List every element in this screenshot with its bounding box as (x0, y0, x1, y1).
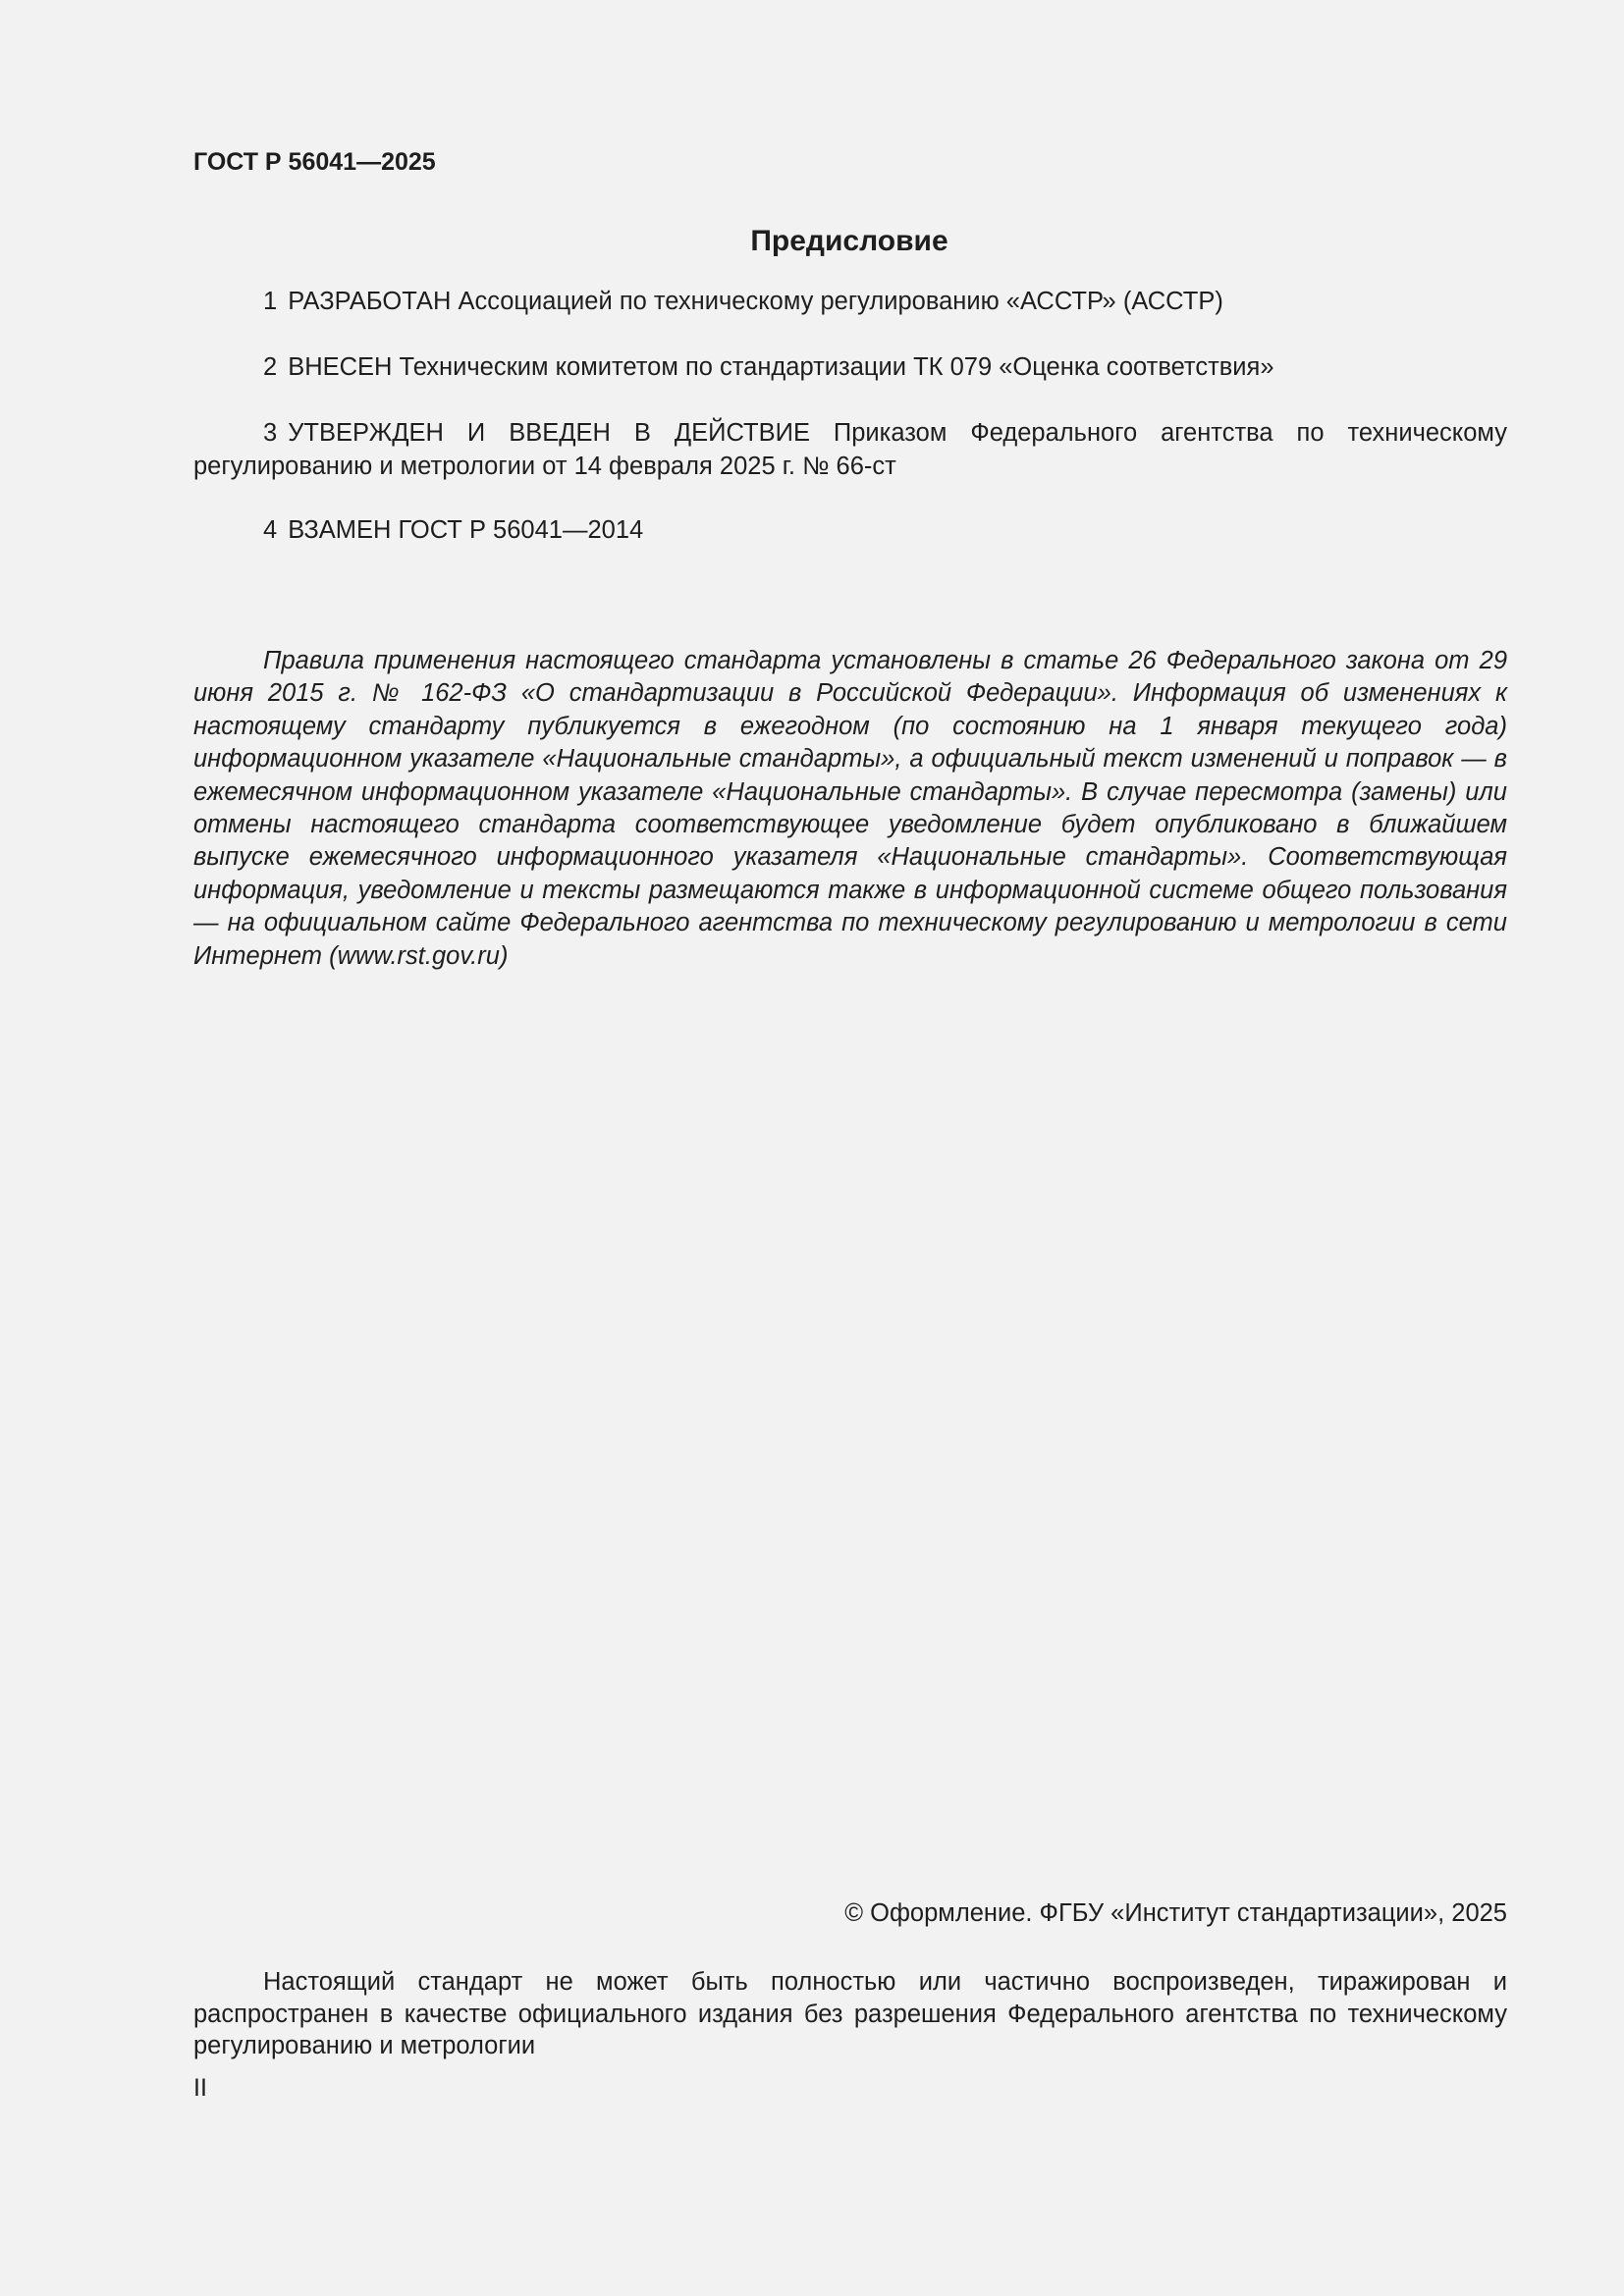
item-number: 1 (263, 288, 278, 315)
item-text: УТВЕРЖДЕН И ВВЕДЕН В ДЕЙСТВИЕ Приказом Федерального агентства по техническому регулированию и метрологии от 14 февраля 2025 г. № 66-ст (193, 419, 1507, 480)
reproduction-notice: Настоящий стандарт не может быть полностью или частично воспроизведен, тиражирован и распространен в качестве официального издания без разрешения Федерального агентства по техническому регулированию и метрологии (193, 1968, 1507, 2059)
page-title: Предисловие (750, 225, 948, 257)
item-number: 4 (263, 516, 278, 544)
document-code: ГОСТ Р 56041—2025 (193, 148, 436, 176)
item-number: 3 (263, 419, 278, 447)
preface-item-2 (193, 351, 1507, 385)
preface-item-1 (193, 286, 1507, 319)
item-text: ВЗАМЕН ГОСТ Р 56041—2014 (288, 516, 644, 544)
preface-item-4 (193, 514, 1507, 548)
legal-note: Правила применения настоящего стандарта установлены в статье 26 Федерального закона от 29 июня 2015 г. № 162-ФЗ «О стандартизации в Российской Федерации». Информация об изменениях к настоящему стандарту публикуется в ежегодном (по состоянию на 1 января текущего года) информационном указателе «Национальные стандарты», а официальный текст изменений и поправок — в ежемесячном информационном указателе «Национальные стандарты». В случае пересмотра (замены) или отмены настоящего стандарта соответствующее уведомление будет опубликовано в ближайшем выпуске ежемесячного информационного указателя «Национальные стандарты». Соответствующая информация, уведомление и тексты размещаются также в информационной системе общего пользования — на официальном сайте Федерального агентства по техническому регулированию и метрологии в сети Интернет (www.rst.gov.ru) (193, 647, 1507, 970)
item-text: ВНЕСЕН Техническим комитетом по стандартизации ТК 079 «Оценка соответствия» (288, 353, 1274, 381)
item-number: 2 (263, 353, 278, 381)
page-number: II (193, 2074, 207, 2102)
preface-item-3 (193, 417, 1507, 483)
copyright: © Оформление. ФГБУ «Институт стандартизации», 2025 (844, 1899, 1507, 1927)
item-text: РАЗРАБОТАН Ассоциацией по техническому регулированию «АССТР» (АССТР) (288, 288, 1223, 315)
